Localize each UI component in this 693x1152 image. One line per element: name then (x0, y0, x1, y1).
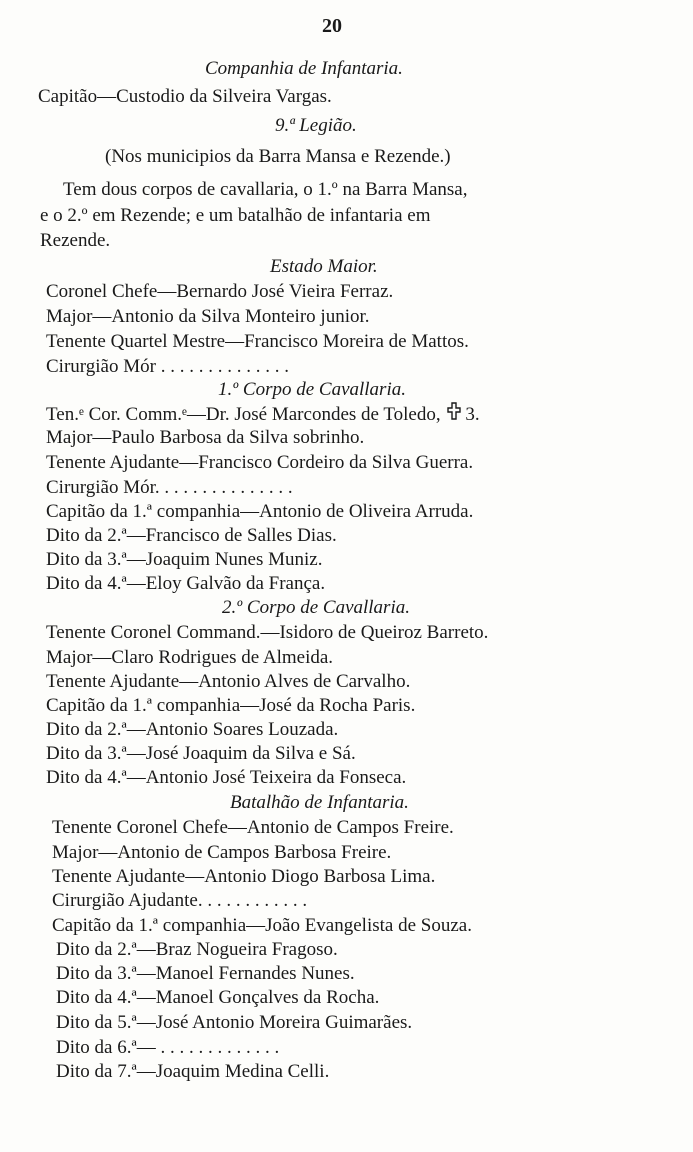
text-line-content: Ten.ᵉ Cor. Comm.ᵉ—Dr. José Marcondes de Toledo, (46, 404, 441, 425)
text-line: Tenente Ajudante—Antonio Alves de Carvalho. (46, 671, 411, 692)
text-line: e o 2.º em Rezende; e um batalhão de infantaria em (40, 205, 431, 226)
text-line: Dito da 2.ª—Antonio Soares Louzada. (46, 719, 339, 740)
section-heading: 9.ª Legião. (275, 115, 357, 136)
text-line: Capitão da 1.ª companhia—Antonio de Oliveira Arruda. (46, 501, 474, 522)
text-line: Tem dous corpos de cavallaria, o 1.º na Barra Mansa, (63, 179, 468, 200)
text-line: Major—Paulo Barbosa da Silva sobrinho. (46, 427, 365, 448)
text-line: Dito da 2.ª—Francisco de Salles Dias. (46, 525, 337, 546)
text-line: Cirurgião Mór. . . . . . . . . . . . . . . (46, 477, 293, 498)
text-line (46, 402, 480, 427)
text-line: Dito da 4.ª—Antonio José Teixeira da Fonseca. (46, 767, 407, 788)
section-heading: 2.º Corpo de Cavallaria. (222, 597, 410, 618)
page-number: 20 (322, 15, 342, 37)
section-heading: 1.º Corpo de Cavallaria. (218, 379, 406, 400)
text-line: Major—Claro Rodrigues de Almeida. (46, 647, 334, 668)
text-line: Tenente Ajudante—Antonio Diogo Barbosa Lima. (52, 866, 436, 887)
text-line: Dito da 4.ª—Manoel Gonçalves da Rocha. (56, 987, 380, 1008)
text-line: Coronel Chefe—Bernardo José Vieira Ferraz. (46, 281, 394, 302)
text-line: Cirurgião Mór . . . . . . . . . . . . . . (46, 356, 289, 377)
cross-order-icon (447, 402, 461, 427)
text-line: Tenente Coronel Chefe—Antonio de Campos Freire. (52, 817, 454, 838)
text-line: Dito da 6.ª— . . . . . . . . . . . . . (56, 1037, 280, 1058)
text-line: Capitão—Custodio da Silveira Vargas. (38, 86, 332, 107)
section-heading: Batalhão de Infantaria. (230, 792, 409, 813)
text-line: Tenente Quartel Mestre—Francisco Moreira de Mattos. (46, 331, 469, 352)
text-line: Dito da 3.ª—Joaquim Nunes Muniz. (46, 549, 323, 570)
text-line: (Nos municipios da Barra Mansa e Rezende.) (105, 146, 451, 167)
section-heading: Estado Maior. (270, 256, 378, 277)
text-line: Tenente Ajudante—Francisco Cordeiro da Silva Guerra. (46, 452, 474, 473)
text-line: Capitão da 1.ª companhia—José da Rocha Paris. (46, 695, 416, 716)
text-line: Major—Antonio de Campos Barbosa Freire. (52, 842, 392, 863)
text-line: Dito da 4.ª—Eloy Galvão da França. (46, 573, 326, 594)
text-line: Dito da 7.ª—Joaquim Medina Celli. (56, 1061, 330, 1082)
text-line: Major—Antonio da Silva Monteiro junior. (46, 306, 370, 327)
text-line: Dito da 2.ª—Braz Nogueira Fragoso. (56, 939, 338, 960)
text-line: Rezende. (40, 230, 111, 251)
text-line: Dito da 3.ª—José Joaquim da Silva e Sá. (46, 743, 356, 764)
text-line: Dito da 5.ª—José Antonio Moreira Guimarães. (56, 1012, 413, 1033)
text-line: Cirurgião Ajudante. . . . . . . . . . . . (52, 890, 308, 911)
text-line: Capitão da 1.ª companhia—João Evangelista de Souza. (52, 915, 472, 936)
text-line: Tenente Coronel Command.—Isidoro de Queiroz Barreto. (46, 622, 489, 643)
section-heading: Companhia de Infantaria. (205, 58, 403, 79)
order-mark: 3. (465, 404, 480, 425)
text-line: Dito da 3.ª—Manoel Fernandes Nunes. (56, 963, 355, 984)
